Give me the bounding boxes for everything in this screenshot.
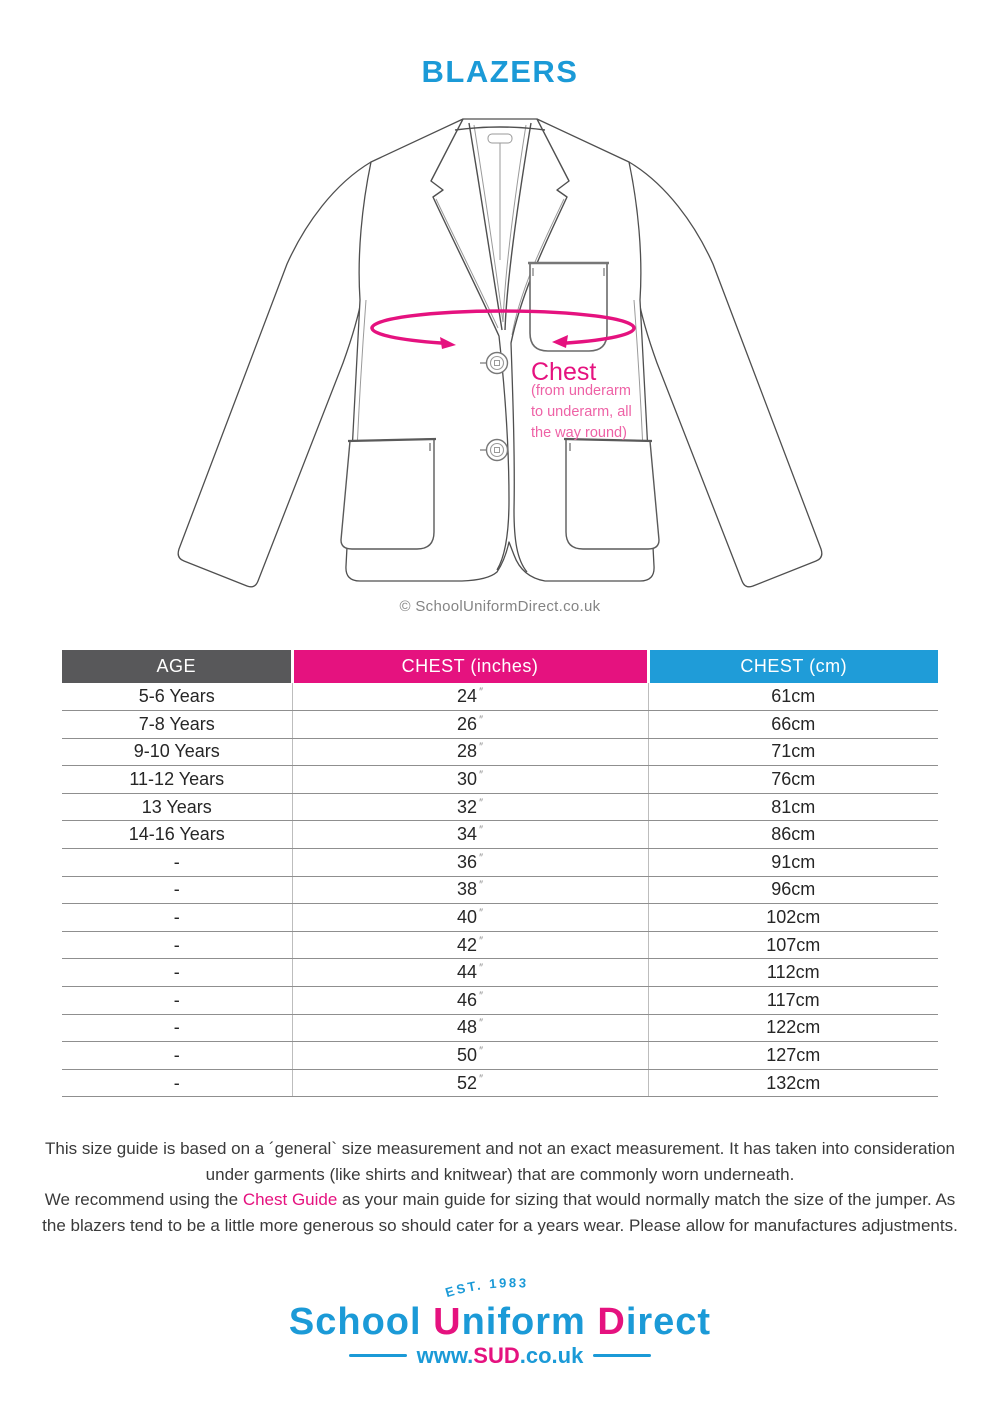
inches-cell: 36 ″ bbox=[292, 849, 648, 877]
blazer-drawing bbox=[0, 100, 1000, 598]
inch-mark: ″ bbox=[479, 824, 483, 837]
inches-cell: 48 ″ bbox=[292, 1014, 648, 1042]
inch-mark: ″ bbox=[479, 713, 483, 726]
inches-cell: 50 ″ bbox=[292, 1042, 648, 1070]
cm-cell: 132cm bbox=[648, 1069, 938, 1097]
table-row bbox=[62, 1042, 938, 1070]
table-row bbox=[62, 931, 938, 959]
age-cell: - bbox=[62, 876, 292, 904]
note-paragraph-2 bbox=[40, 1187, 960, 1238]
inches-cell: 28 ″ bbox=[292, 738, 648, 766]
logo-letter-d: D bbox=[597, 1301, 626, 1343]
blazer-diagram bbox=[0, 100, 1000, 598]
age-cell: - bbox=[62, 987, 292, 1015]
cm-cell: 81cm bbox=[648, 793, 938, 821]
age-cell: - bbox=[62, 931, 292, 959]
chest-guide-link: Chest Guide bbox=[242, 1190, 338, 1209]
logo-wordmark bbox=[0, 1302, 1000, 1342]
chest-sublabel-line1: (from underarm bbox=[531, 383, 631, 399]
inch-mark: ″ bbox=[479, 962, 483, 975]
table-row bbox=[62, 766, 938, 794]
age-cell: - bbox=[62, 849, 292, 877]
age-cell: 11-12 Years bbox=[62, 766, 292, 794]
inch-mark: ″ bbox=[479, 879, 483, 892]
copyright-text: © SchoolUniformDirect.co.uk bbox=[399, 598, 601, 615]
cm-cell: 96cm bbox=[648, 876, 938, 904]
table-row bbox=[62, 876, 938, 904]
table-row bbox=[62, 1069, 938, 1097]
table-row bbox=[62, 821, 938, 849]
table-row bbox=[62, 849, 938, 877]
age-cell: - bbox=[62, 959, 292, 987]
cm-cell: 112cm bbox=[648, 959, 938, 987]
cm-cell: 91cm bbox=[648, 849, 938, 877]
cm-cell: 127cm bbox=[648, 1042, 938, 1070]
chest-sublabel-line3: the way round) bbox=[531, 425, 627, 441]
note-paragraph-1 bbox=[40, 1136, 960, 1187]
table-body bbox=[62, 683, 938, 1097]
table-row bbox=[62, 987, 938, 1015]
table-row bbox=[62, 683, 938, 711]
logo-letter-u: U bbox=[433, 1301, 462, 1343]
inches-cell: 40 ″ bbox=[292, 904, 648, 932]
logo-word-school: School bbox=[288, 1301, 434, 1343]
inch-mark: ″ bbox=[479, 741, 483, 754]
logo-url-www: www. bbox=[416, 1343, 474, 1368]
inches-cell: 44 ″ bbox=[292, 959, 648, 987]
note-p2-before: We recommend using the bbox=[44, 1190, 243, 1209]
inch-mark: ″ bbox=[479, 934, 483, 947]
cm-cell: 117cm bbox=[648, 987, 938, 1015]
svg-text:EST. 1983 bbox=[444, 1275, 529, 1300]
inch-mark: ″ bbox=[479, 1072, 483, 1085]
inches-cell: 34 ″ bbox=[292, 821, 648, 849]
cm-cell: 107cm bbox=[648, 931, 938, 959]
cm-cell: 71cm bbox=[648, 738, 938, 766]
inch-mark: ″ bbox=[479, 1045, 483, 1058]
cm-cell: 122cm bbox=[648, 1014, 938, 1042]
hanger-loop bbox=[488, 134, 512, 143]
age-cell: - bbox=[62, 1069, 292, 1097]
logo-word-irect: irect bbox=[625, 1301, 712, 1343]
inches-cell: 42 ″ bbox=[292, 931, 648, 959]
table-row bbox=[62, 793, 938, 821]
inch-mark: ″ bbox=[479, 851, 483, 864]
logo-word-niform: niform bbox=[461, 1301, 598, 1343]
cm-cell: 102cm bbox=[648, 904, 938, 932]
inch-mark: ″ bbox=[479, 907, 483, 920]
note-p1-text: This size guide is based on a ´general` size measurement and not an exact measurement. It has taken into consideration under garments (like shirts and knitwear) that are commonly worn underneath. bbox=[44, 1139, 955, 1184]
age-cell: 13 Years bbox=[62, 793, 292, 821]
inches-cell: 46 ″ bbox=[292, 987, 648, 1015]
column-header: AGE bbox=[62, 650, 292, 683]
inches-cell: 52 ″ bbox=[292, 1069, 648, 1097]
breast-pocket bbox=[528, 263, 609, 351]
table-row bbox=[62, 711, 938, 739]
table-row bbox=[62, 738, 938, 766]
logo-url-couk: .co.uk bbox=[519, 1343, 584, 1368]
inch-mark: ″ bbox=[479, 769, 483, 782]
table-row bbox=[62, 904, 938, 932]
dash-left bbox=[349, 1354, 407, 1357]
logo-url-sud: SUD bbox=[473, 1343, 520, 1368]
est-text: EST. 1983 bbox=[443, 1275, 530, 1301]
age-cell: 14-16 Years bbox=[62, 821, 292, 849]
column-header: CHEST (cm) bbox=[648, 650, 938, 683]
inches-cell: 26 ″ bbox=[292, 711, 648, 739]
dash-right bbox=[593, 1354, 651, 1357]
logo-url bbox=[0, 1344, 1000, 1368]
table-row bbox=[62, 959, 938, 987]
column-header: CHEST (inches) bbox=[292, 650, 648, 683]
inch-mark: ″ bbox=[479, 989, 483, 1002]
inch-mark: ″ bbox=[479, 686, 483, 699]
inches-cell: 32 ″ bbox=[292, 793, 648, 821]
est-badge bbox=[380, 1272, 620, 1302]
chest-label: Chest bbox=[531, 358, 597, 386]
inches-cell: 38 ″ bbox=[292, 876, 648, 904]
age-cell: 5-6 Years bbox=[62, 683, 292, 711]
cm-cell: 66cm bbox=[648, 711, 938, 739]
cm-cell: 76cm bbox=[648, 766, 938, 794]
age-cell: 7-8 Years bbox=[62, 711, 292, 739]
cm-cell: 61cm bbox=[648, 683, 938, 711]
page-title: BLAZERS bbox=[421, 54, 579, 89]
brand-logo bbox=[0, 1272, 1000, 1368]
age-cell: - bbox=[62, 1042, 292, 1070]
table-row bbox=[62, 1014, 938, 1042]
inches-cell: 30 ″ bbox=[292, 766, 648, 794]
inches-cell: 24 ″ bbox=[292, 683, 648, 711]
age-cell: - bbox=[62, 904, 292, 932]
inch-mark: ″ bbox=[479, 796, 483, 809]
table-header-row bbox=[62, 650, 938, 683]
cm-cell: 86cm bbox=[648, 821, 938, 849]
chest-sublabel-line2: to underarm, all bbox=[531, 404, 632, 420]
note-text bbox=[40, 1136, 960, 1238]
note-p2-after: as your main guide for sizing that would normally match the size of the jumper. As the blazers tend to be a little more generous so should cater for a years wear. Please allow for manufactures adjustments. bbox=[42, 1190, 958, 1235]
age-cell: 9-10 Years bbox=[62, 738, 292, 766]
age-cell: - bbox=[62, 1014, 292, 1042]
inch-mark: ″ bbox=[479, 1017, 483, 1030]
size-table bbox=[62, 650, 938, 1097]
